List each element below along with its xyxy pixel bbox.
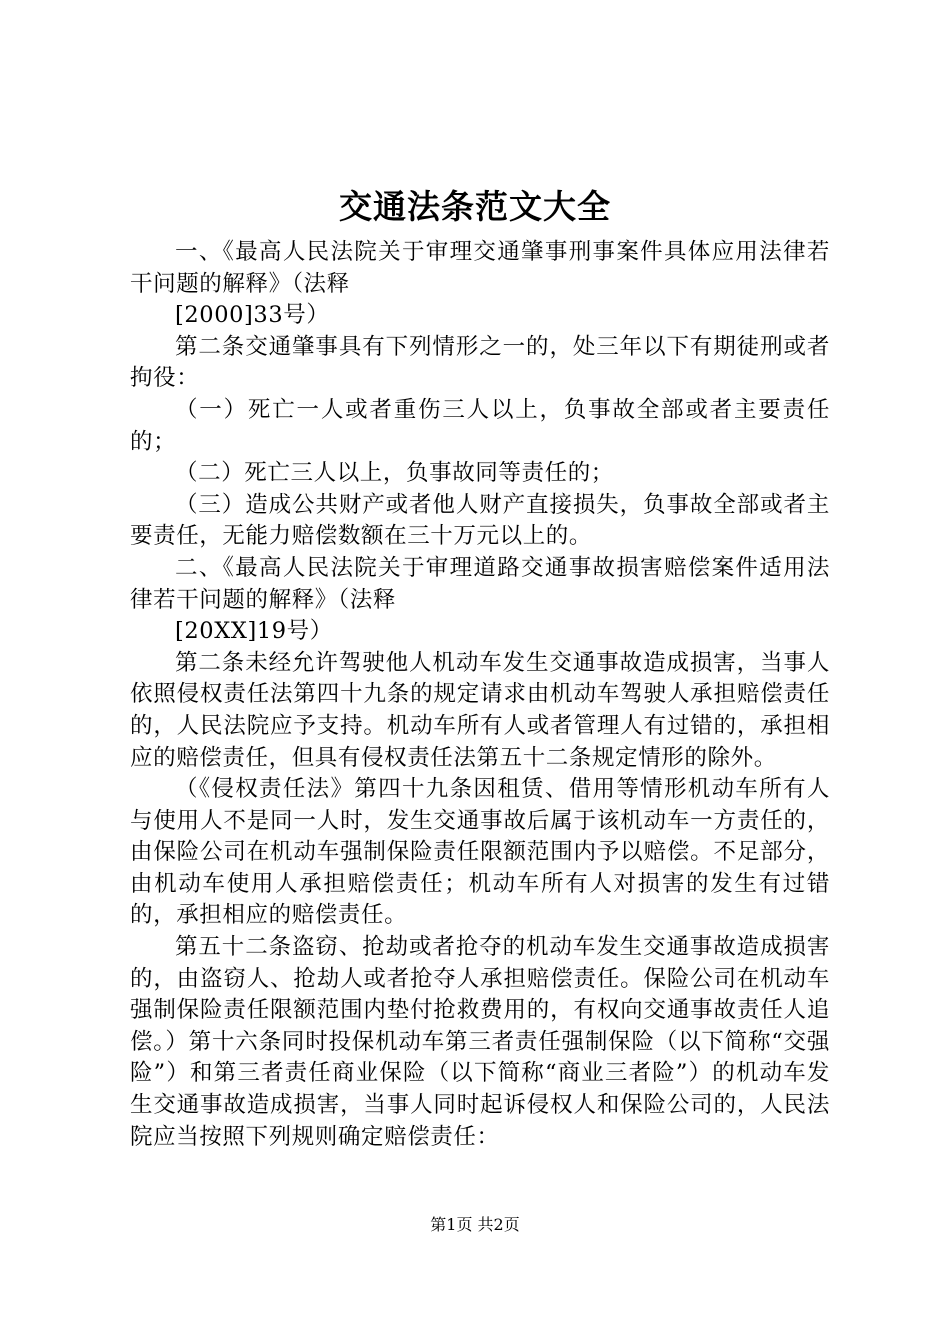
document-body — [130, 237, 830, 1153]
paragraph: 第二条未经允许驾驶他人机动车发生交通事故造成损害，当事人依照侵权责任法第四十九条的规定请求由机动车驾驶人承担赔偿责任的，人民法院应予支持。机动车所有人或者管理人有过错的，承担相应的赔偿责任，但具有侵权责任法第五十二条规定情形的除外。 — [130, 649, 830, 771]
paragraph: 第五十二条盗窃、抢劫或者抢夺的机动车发生交通事故造成损害的，由盗窃人、抢劫人或者抢夺人承担赔偿责任。保险公司在机动车强制保险责任限额范围内垫付抢救费用的，有权向交通事故责任人追偿。）第十六条同时投保机动车第三者责任强制保险（以下简称“交强险”）和第三者责任商业保险（以下简称“商业三者险”）的机动车发生交通事故造成损害，当事人同时起诉侵权人和保险公司的，人民法院应当按照下列规则确定赔偿责任： — [130, 934, 830, 1150]
document-title: 交通法条范文大全 — [339, 187, 611, 226]
paragraph: （三）造成公共财产或者他人财产直接损失，负事故全部或者主要责任，无能力赔偿数额在三十万元以上的。 — [130, 491, 830, 550]
paragraph: [2000]33号） — [175, 302, 330, 329]
paragraph: [20XX]19号） — [175, 618, 333, 645]
paragraph: 第二条交通肇事具有下列情形之一的，处三年以下有期徒刑或者拘役： — [130, 333, 830, 392]
paragraph: 二、《最高人民法院关于审理道路交通事故损害赔偿案件适用法律若干问题的解释》（法释 — [130, 554, 830, 613]
paragraph: （《侵权责任法》第四十九条因租赁、借用等情形机动车所有人与使用人不是同一人时，发生交通事故后属于该机动车一方责任的，由保险公司在机动车强制保险责任限额范围内予以赔偿。不足部分，由机动车使用人承担赔偿责任；机动车所有人对损害的发生有过错的，承担相应的赔偿责任。 — [130, 776, 830, 929]
paragraph: （一）死亡一人或者重伤三人以上，负事故全部或者主要责任的； — [130, 396, 830, 455]
page-footer: 第1页 共2页 — [430, 1215, 520, 1234]
paragraph: 一、《最高人民法院关于审理交通肇事刑事案件具体应用法律若干问题的解释》（法释 — [130, 239, 830, 297]
paragraph: （二）死亡三人以上，负事故同等责任的； — [175, 460, 614, 487]
